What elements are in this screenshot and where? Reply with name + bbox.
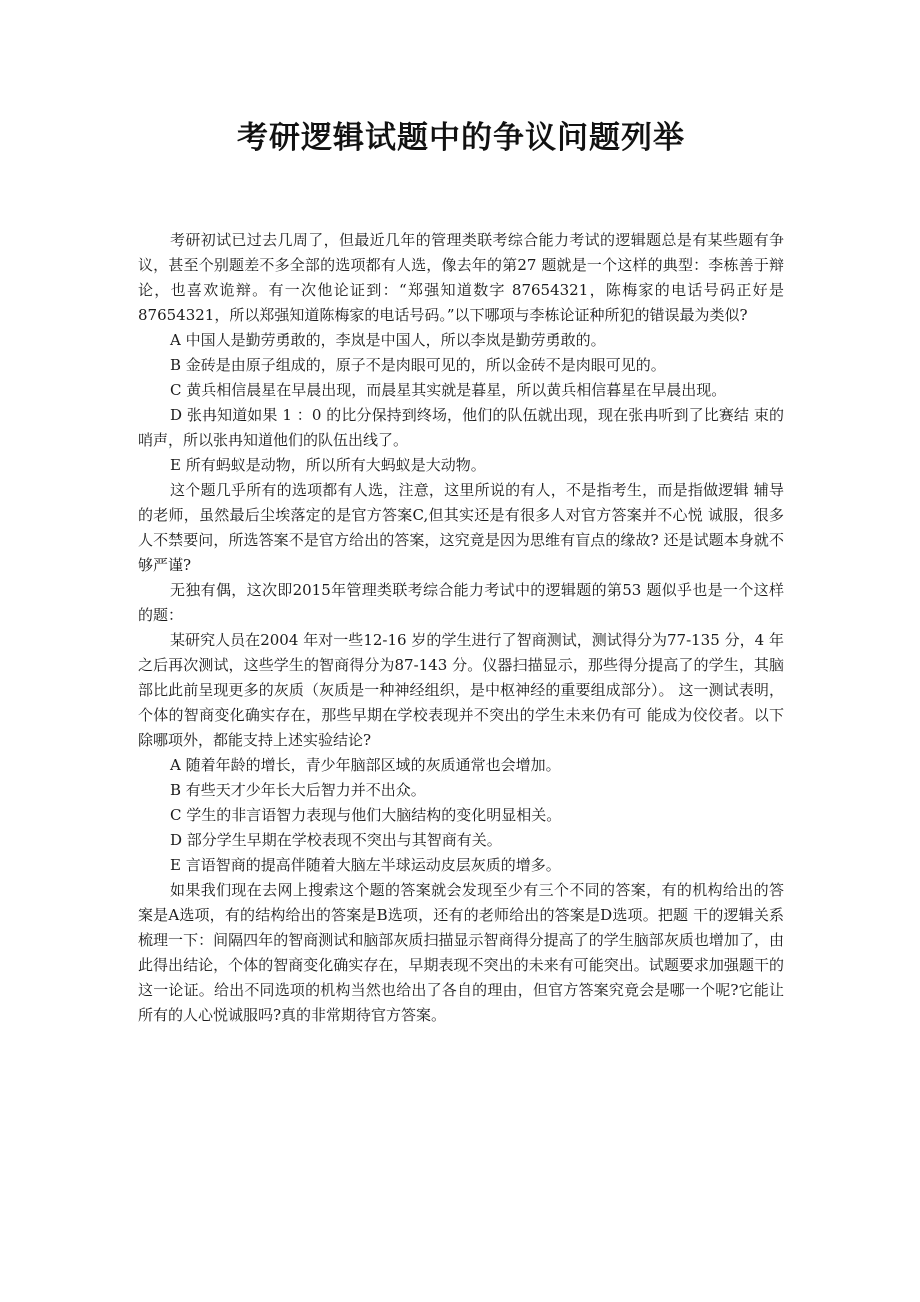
q53-option-e: E 言语智商的提高伴随着大脑左半球运动皮层灰质的增多。 <box>170 856 561 874</box>
intro-paragraph: 考研初试已过去几周了，但最近几年的管理类联考综合能力考试的逻辑题总是有某些题有争议，甚至个别题差不多全部的选项都有人选，像去年的第27 题就是一个这样的典型：李栋善于辩论，也喜欢诡辩。有一次他论证到：“郑强知道数字 87654321，陈梅家的电话号码正好是 87654321，所以郑强知道陈梅家的电话号码。”以下哪项与李栋论证种所犯的错误最为类似? <box>138 231 784 324</box>
q27-option-d: D 张冉知道如果 1 ：0 的比分保持到终场，他们的队伍就出现，现在张冉听到了比赛结 束的哨声，所以张冉知道他们的队伍出线了。 <box>138 406 784 449</box>
q53-intro-paragraph: 无独有偶，这次即2015年管理类联考综合能力考试中的逻辑题的第53 题似乎也是一个这样的题： <box>138 581 784 624</box>
q53-option-c: C 学生的非言语智力表现与他们大脑结构的变化明显相关。 <box>170 806 562 824</box>
q27-option-a: A 中国人是勤劳勇敢的，李岚是中国人，所以李岚是勤劳勇敢的。 <box>170 331 606 349</box>
document-body <box>138 228 784 1028</box>
q53-question-paragraph: 某研究人员在2004 年对一些12-16 岁的学生进行了智商测试，测试得分为77-135 分，4 年之后再次测试，这些学生的智商得分为87-143 分。仪器扫描显示，那些得分提高了的学生，其脑部比此前呈现更多的灰质（灰质是一种神经组织，是中枢神经的重要组成部分）。 这一测试表明，个体的智商变化确实存在，那些早期在学校表现并不突出的学生未来仍有可 能成为佼佼者。以下除哪项外，都能支持上述实验结论? <box>138 631 784 749</box>
q27-option-e: E 所有蚂蚁是动物，所以所有大蚂蚁是大动物。 <box>170 456 486 474</box>
q27-option-b: B 金砖是由原子组成的，原子不是肉眼可见的，所以金砖不是肉眼可见的。 <box>170 356 666 374</box>
q53-option-a: A 随着年龄的增长，青少年脑部区域的灰质通常也会增加。 <box>170 756 561 774</box>
commentary-paragraph: 这个题几乎所有的选项都有人选，注意，这里所说的有人，不是指考生，而是指做逻辑 辅导的老师，虽然最后尘埃落定的是官方答案C,但其实还是有很多人对官方答案并不心悦 诚服，很多人不禁要问，所选答案不是官方给出的答案，这究竟是因为思维有盲点的缘故? 还是试题本身就不够严谨? <box>138 481 784 574</box>
q27-option-c: C 黄兵相信晨星在早晨出现，而晨星其实就是暮星，所以黄兵相信暮星在早晨出现。 <box>170 381 727 399</box>
conclusion-paragraph: 如果我们现在去网上搜索这个题的答案就会发现至少有三个不同的答案，有的机构给出的答案是A选项，有的结构给出的答案是B选项，还有的老师给出的答案是D选项。把题 干的逻辑关系梳理一下：间隔四年的智商测试和脑部灰质扫描显示智商得分提高了的学生脑部灰质也增加了，由此得出结论，个体的智商变化确实存在，早期表现不突出的未来有可能突出。试题要求加强题干的这一论证。给出不同选项的机构当然也给出了各自的理由，但官方答案究竟会是哪一个呢?它能让所有的人心悦诚服吗?真的非常期待官方答案。 <box>138 881 784 1024</box>
document-title: 考研逻辑试题中的争议问题列举 <box>237 120 685 156</box>
q53-option-d: D 部分学生早期在学校表现不突出与其智商有关。 <box>170 831 502 849</box>
q53-option-b: B 有些天才少年长大后智力并不出众。 <box>170 781 426 799</box>
